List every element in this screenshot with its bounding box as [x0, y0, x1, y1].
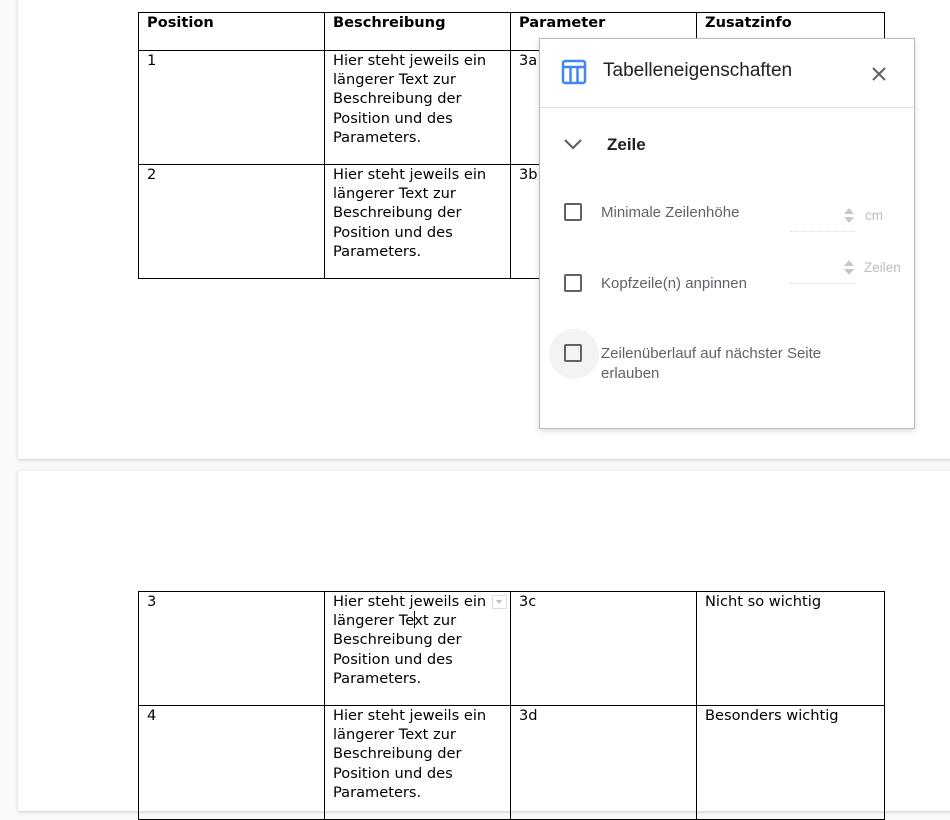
table-cell[interactable] [139, 706, 325, 820]
min-row-height-input[interactable] [790, 199, 856, 232]
cell-position: 3 [147, 593, 157, 610]
header-position: Position [147, 14, 214, 31]
section-row-toggle[interactable] [560, 131, 680, 159]
unit-rows: Zeilen [864, 260, 901, 275]
cell-parameter: 3a [519, 52, 538, 69]
cell-info: Besonders wichtig [705, 707, 839, 724]
cell-position: 2 [147, 166, 157, 183]
document-table-continued[interactable] [138, 591, 885, 820]
header-parameter: Parameter [519, 14, 606, 31]
cell-description [325, 592, 510, 688]
min-row-height-label: Minimale Zeilenhöhe [601, 204, 740, 221]
table-cell[interactable] [139, 592, 325, 706]
row-overflow-checkbox[interactable] [564, 344, 582, 362]
cell-description: Hier steht jeweils ein längerer Text zur Beschreibung der Position und des Parameters. [333, 52, 487, 146]
table-row [139, 592, 885, 706]
table-cell[interactable] [511, 706, 697, 820]
unit-cm: cm [865, 208, 883, 223]
cell-parameter: 3d [519, 707, 538, 724]
dialog-title: Tabelleneigenschaften [603, 60, 793, 81]
header-zusatzinfo: Zusatzinfo [705, 14, 792, 31]
document-page-2 [18, 471, 950, 811]
cell-description: Hier steht jeweils ein längerer Text zur Beschreibung der Position und des Parameters. [333, 166, 487, 260]
table-cell[interactable] [325, 165, 511, 279]
table-cell[interactable] [697, 592, 885, 706]
table-cell[interactable] [139, 51, 325, 165]
cell-position: 1 [147, 52, 157, 69]
table-cell[interactable] [325, 13, 511, 51]
close-icon[interactable] [866, 61, 892, 87]
pin-header-label: Kopfzeile(n) anpinnen [601, 275, 747, 292]
table-row [139, 706, 885, 820]
header-beschreibung: Beschreibung [333, 14, 446, 31]
cell-menu-dropdown-icon[interactable] [492, 595, 507, 609]
pin-header-checkbox[interactable] [564, 274, 582, 292]
cell-parameter: 3b [519, 166, 538, 183]
table-properties-dialog [539, 38, 915, 429]
cell-position: 4 [147, 707, 157, 724]
spin-down-icon[interactable] [844, 269, 854, 275]
min-row-height-checkbox[interactable] [564, 203, 582, 221]
section-title: Zeile [607, 135, 646, 154]
spin-up-icon[interactable] [844, 260, 854, 266]
table-cell[interactable] [325, 706, 511, 820]
text-before-caret: Hier steht jeweils ein längerer Te [333, 593, 487, 630]
cell-parameter: 3c [519, 593, 537, 610]
pin-header-rows-input[interactable] [790, 251, 856, 284]
table-cell[interactable] [325, 51, 511, 165]
dialog-header [540, 39, 914, 108]
cell-description: Hier steht jeweils ein längerer Text zur Beschreibung der Position und des Parameters. [333, 707, 487, 801]
spin-up-icon[interactable] [844, 208, 854, 214]
table-icon [561, 59, 587, 90]
text-after-caret: xt zur Beschreibung der Position und des Parameters. [333, 612, 462, 687]
table-cell[interactable] [511, 592, 697, 706]
row-overflow-label: Zeilenüberlauf auf nächster Seite erlauben [601, 345, 822, 382]
cell-info: Nicht so wichtig [705, 593, 822, 610]
table-cell-active[interactable] [325, 592, 511, 706]
spin-down-icon[interactable] [844, 217, 854, 223]
chevron-down-icon [560, 135, 586, 160]
table-cell[interactable] [139, 13, 325, 51]
table-cell[interactable] [697, 706, 885, 820]
table-cell[interactable] [139, 165, 325, 279]
